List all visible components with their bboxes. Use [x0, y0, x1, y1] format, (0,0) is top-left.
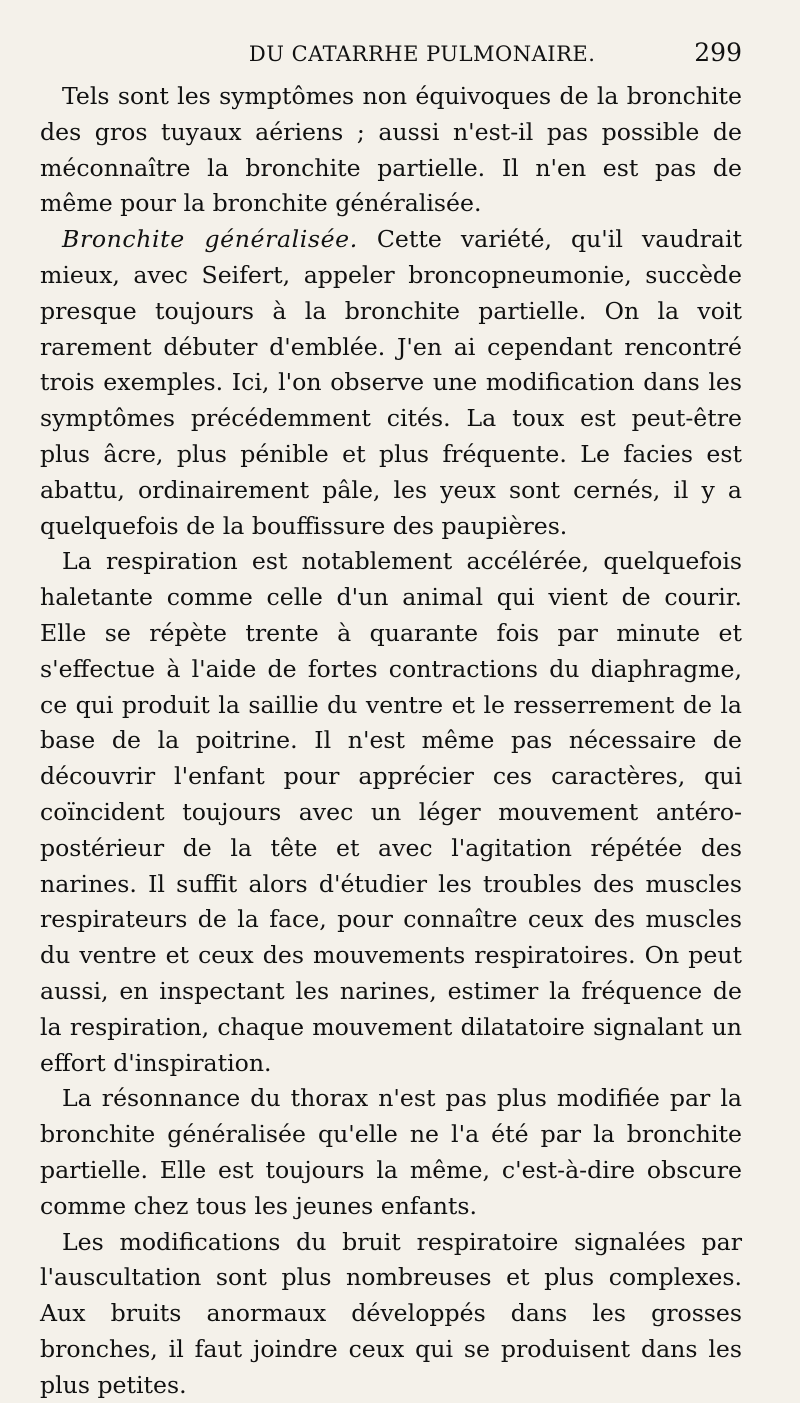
body-text [40, 79, 742, 1403]
paragraph-4-text: La résonnance du thorax n'est pas plus modifiée par la bronchite généralisée qu'elle ne l'a été par la bronchite partielle. Elle est toujours la même, c'est-à-dire obscure comme chez tous les jeunes enfants. [40, 1084, 742, 1219]
running-title: DU CATARRHE PULMONAIRE. [40, 42, 694, 66]
page-number: 299 [694, 38, 742, 67]
paragraph-2 [40, 222, 742, 544]
paragraph-1-text: Tels sont les symptômes non équivoques de la bronchite des gros tuyaux aériens ; aussi n'est-il pas possible de méconnaître la bronchite partielle. Il n'en est pas de même pour la bronchite généralisée. [40, 82, 742, 217]
paragraph-3-text: La respiration est notablement accélérée, quelquefois haletante comme celle d'un animal qui vient de courir. Elle se répète trente à quarante fois par minute et s'effectue à l'aide de fortes contractions du diaphragme, ce qui produit la saillie du ventre et le resserrement de la base de la poitrine. Il n'est même pas nécessaire de découvrir l'enfant pour apprécier ces caractères, qui coïncident toujours avec un léger mouvement antéro-postérieur de la tête et avec l'agitation répétée des narines. Il suffit alors d'étudier les troubles des muscles respirateurs de la face, pour connaître ceux des muscles du ventre et ceux des mouvements respiratoires. On peut aussi, en inspectant les narines, estimer la fréquence de la respiration, chaque mouvement dilatatoire signalant un effort d'inspiration. [40, 547, 742, 1076]
paragraph-5 [40, 1225, 742, 1403]
paragraph-2-text: Cette variété, qu'il vaudrait mieux, avec Seifert, appeler broncopneumonie, succède presque toujours à la bronchite partielle. On la voit rarement débuter d'emblée. J'en ai cependant rencontré trois exemples. Ici, l'on observe une modification dans les symptômes précédemment cités. La toux est peut-être plus âcre, plus pénible et plus fréquente. Le facies est abattu, ordinairement pâle, les yeux sont cernés, il y a quelquefois de la bouffissure des paupières. [40, 225, 742, 539]
paragraph-3 [40, 544, 742, 1081]
paragraph-1 [40, 79, 742, 222]
paragraph-5-text: Les modifications du bruit respiratoire signalées par l'auscultation sont plus nombreuses et plus complexes. Aux bruits anormaux développés dans les grosses bronches, il faut joindre ceux qui se produisent dans les plus petites. [40, 1228, 742, 1399]
paragraph-4 [40, 1081, 742, 1224]
section-heading: Bronchite généralisée. [62, 225, 358, 253]
page-header [40, 38, 742, 67]
